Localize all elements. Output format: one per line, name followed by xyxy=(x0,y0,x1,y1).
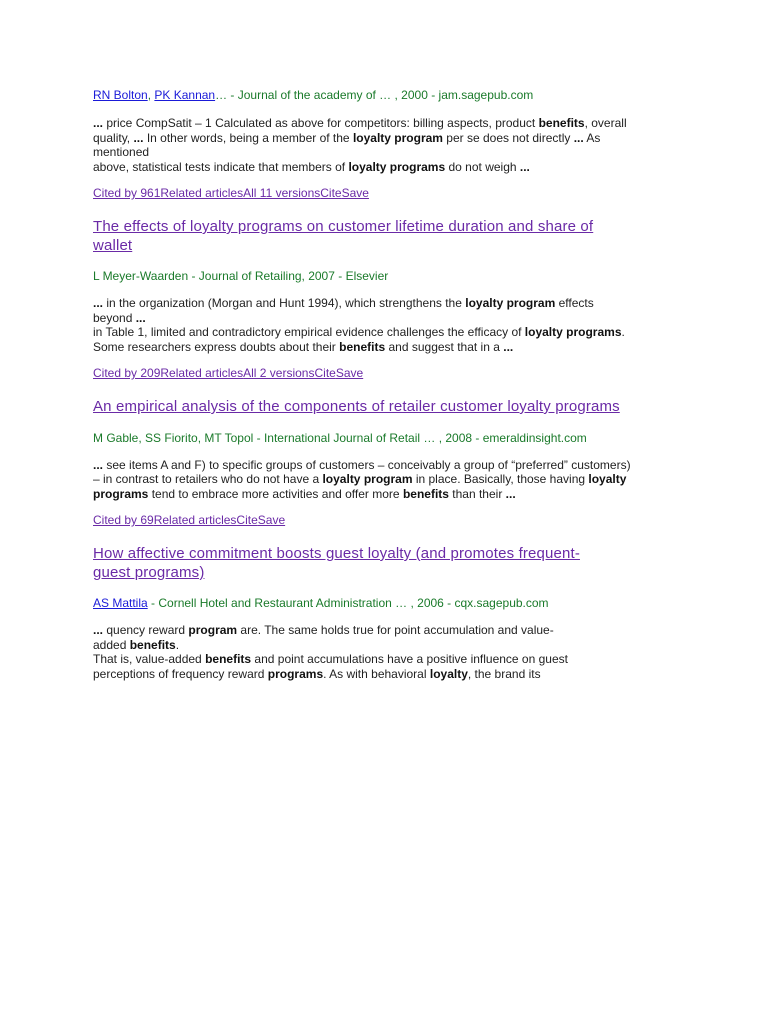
snippet-line: ... see items A and F) to specific groups of customers – conceivably a group of “preferred” customers) xyxy=(93,457,631,472)
result-title-link[interactable] xyxy=(93,545,683,582)
result-item xyxy=(93,88,683,201)
result-source: - Cornell Hotel and Restaurant Administration … , 2006 - cqx.sagepub.com xyxy=(147,596,549,610)
save-link[interactable]: Save xyxy=(341,186,369,200)
snippet-line: perceptions of frequency reward programs. As with behavioral loyalty, the brand its xyxy=(93,666,541,681)
title-line: wallet xyxy=(93,236,133,254)
snippet-line: ... in the organization (Morgan and Hunt 1994), which strengthens the loyalty program effects xyxy=(93,296,594,310)
result-links xyxy=(93,366,683,381)
author-link[interactable]: PK Kannan xyxy=(154,88,216,102)
snippet-line: – in contrast to retailers who do not have a loyalty program in place. Basically, those having loyalty xyxy=(93,472,627,486)
cited-by-link[interactable]: Cited by 209 xyxy=(93,366,161,380)
cite-link[interactable]: Cite xyxy=(314,366,336,380)
result-source: M Gable, SS Fiorito, MT Topol - International Journal of Retail … , 2008 - emeraldinsight.com xyxy=(93,430,587,445)
snippet-line: beyond ... xyxy=(93,310,146,325)
all-versions-link[interactable]: All 11 versions xyxy=(243,186,321,200)
cite-link[interactable]: Cite xyxy=(236,513,258,527)
snippet-line: mentioned xyxy=(93,145,150,159)
result-meta xyxy=(93,596,683,611)
snippet-line: above, statistical tests indicate that members of loyalty programs do not weigh ... xyxy=(93,159,530,174)
related-articles-link[interactable]: Related articles xyxy=(153,513,237,527)
title-line: The effects of loyalty programs on customer lifetime duration and share of xyxy=(93,218,594,235)
cite-link[interactable]: Cite xyxy=(320,186,342,200)
snippet-line: That is, value-added benefits and point accumulations have a positive influence on guest xyxy=(93,652,568,666)
title-line: guest programs) xyxy=(93,563,205,581)
search-results-page xyxy=(93,88,683,681)
author-separator: , xyxy=(147,88,155,102)
snippet-line: ... price CompSatit – 1 Calculated as above for competitors: billing aspects, product benefits, overall xyxy=(93,116,627,130)
cited-by-link[interactable]: Cited by 69 xyxy=(93,513,154,527)
all-versions-link[interactable]: All 2 versions xyxy=(243,366,315,380)
snippet-line: ... quency reward program are. The same holds true for point accumulation and value- xyxy=(93,623,554,637)
snippet-line: added benefits. xyxy=(93,637,180,652)
save-link[interactable]: Save xyxy=(335,366,364,380)
snippet-line: quality, ... In other words, being a member of the loyalty program per se does not directly ... As xyxy=(93,130,601,145)
result-meta xyxy=(93,431,683,446)
result-snippet xyxy=(93,116,683,174)
result-source: … - Journal of the academy of … , 2000 - jam.sagepub.com xyxy=(215,88,534,102)
result-snippet xyxy=(93,623,683,681)
result-title-link[interactable] xyxy=(93,218,683,255)
snippet-line: Some researchers express doubts about their benefits and suggest that in a ... xyxy=(93,339,514,354)
title-line: How affective commitment boosts guest loyalty (and promotes frequent- xyxy=(93,545,580,562)
snippet-line: programs tend to embrace more activities and offer more benefits than their ... xyxy=(93,486,516,501)
save-link[interactable]: Save xyxy=(257,513,286,527)
related-articles-link[interactable]: Related articles xyxy=(160,186,244,200)
cited-by-link[interactable]: Cited by 961 xyxy=(93,186,161,200)
related-articles-link[interactable]: Related articles xyxy=(160,366,244,380)
result-title-link[interactable] xyxy=(93,398,683,417)
result-links xyxy=(93,186,683,201)
result-snippet xyxy=(93,296,683,354)
result-meta xyxy=(93,269,683,284)
result-snippet xyxy=(93,458,683,502)
result-item xyxy=(93,218,683,381)
author-link[interactable]: RN Bolton xyxy=(93,88,148,102)
result-source: L Meyer-Waarden - Journal of Retailing, 2007 - Elsevier xyxy=(93,269,389,283)
result-links xyxy=(93,513,683,528)
result-item xyxy=(93,545,683,681)
result-item xyxy=(93,398,683,528)
title-line: An empirical analysis of the components of retailer customer loyalty programs xyxy=(93,398,620,415)
result-meta xyxy=(93,88,683,103)
author-link[interactable]: AS Mattila xyxy=(93,596,148,610)
snippet-line: in Table 1, limited and contradictory empirical evidence challenges the efficacy of loyalty programs. xyxy=(93,325,625,339)
